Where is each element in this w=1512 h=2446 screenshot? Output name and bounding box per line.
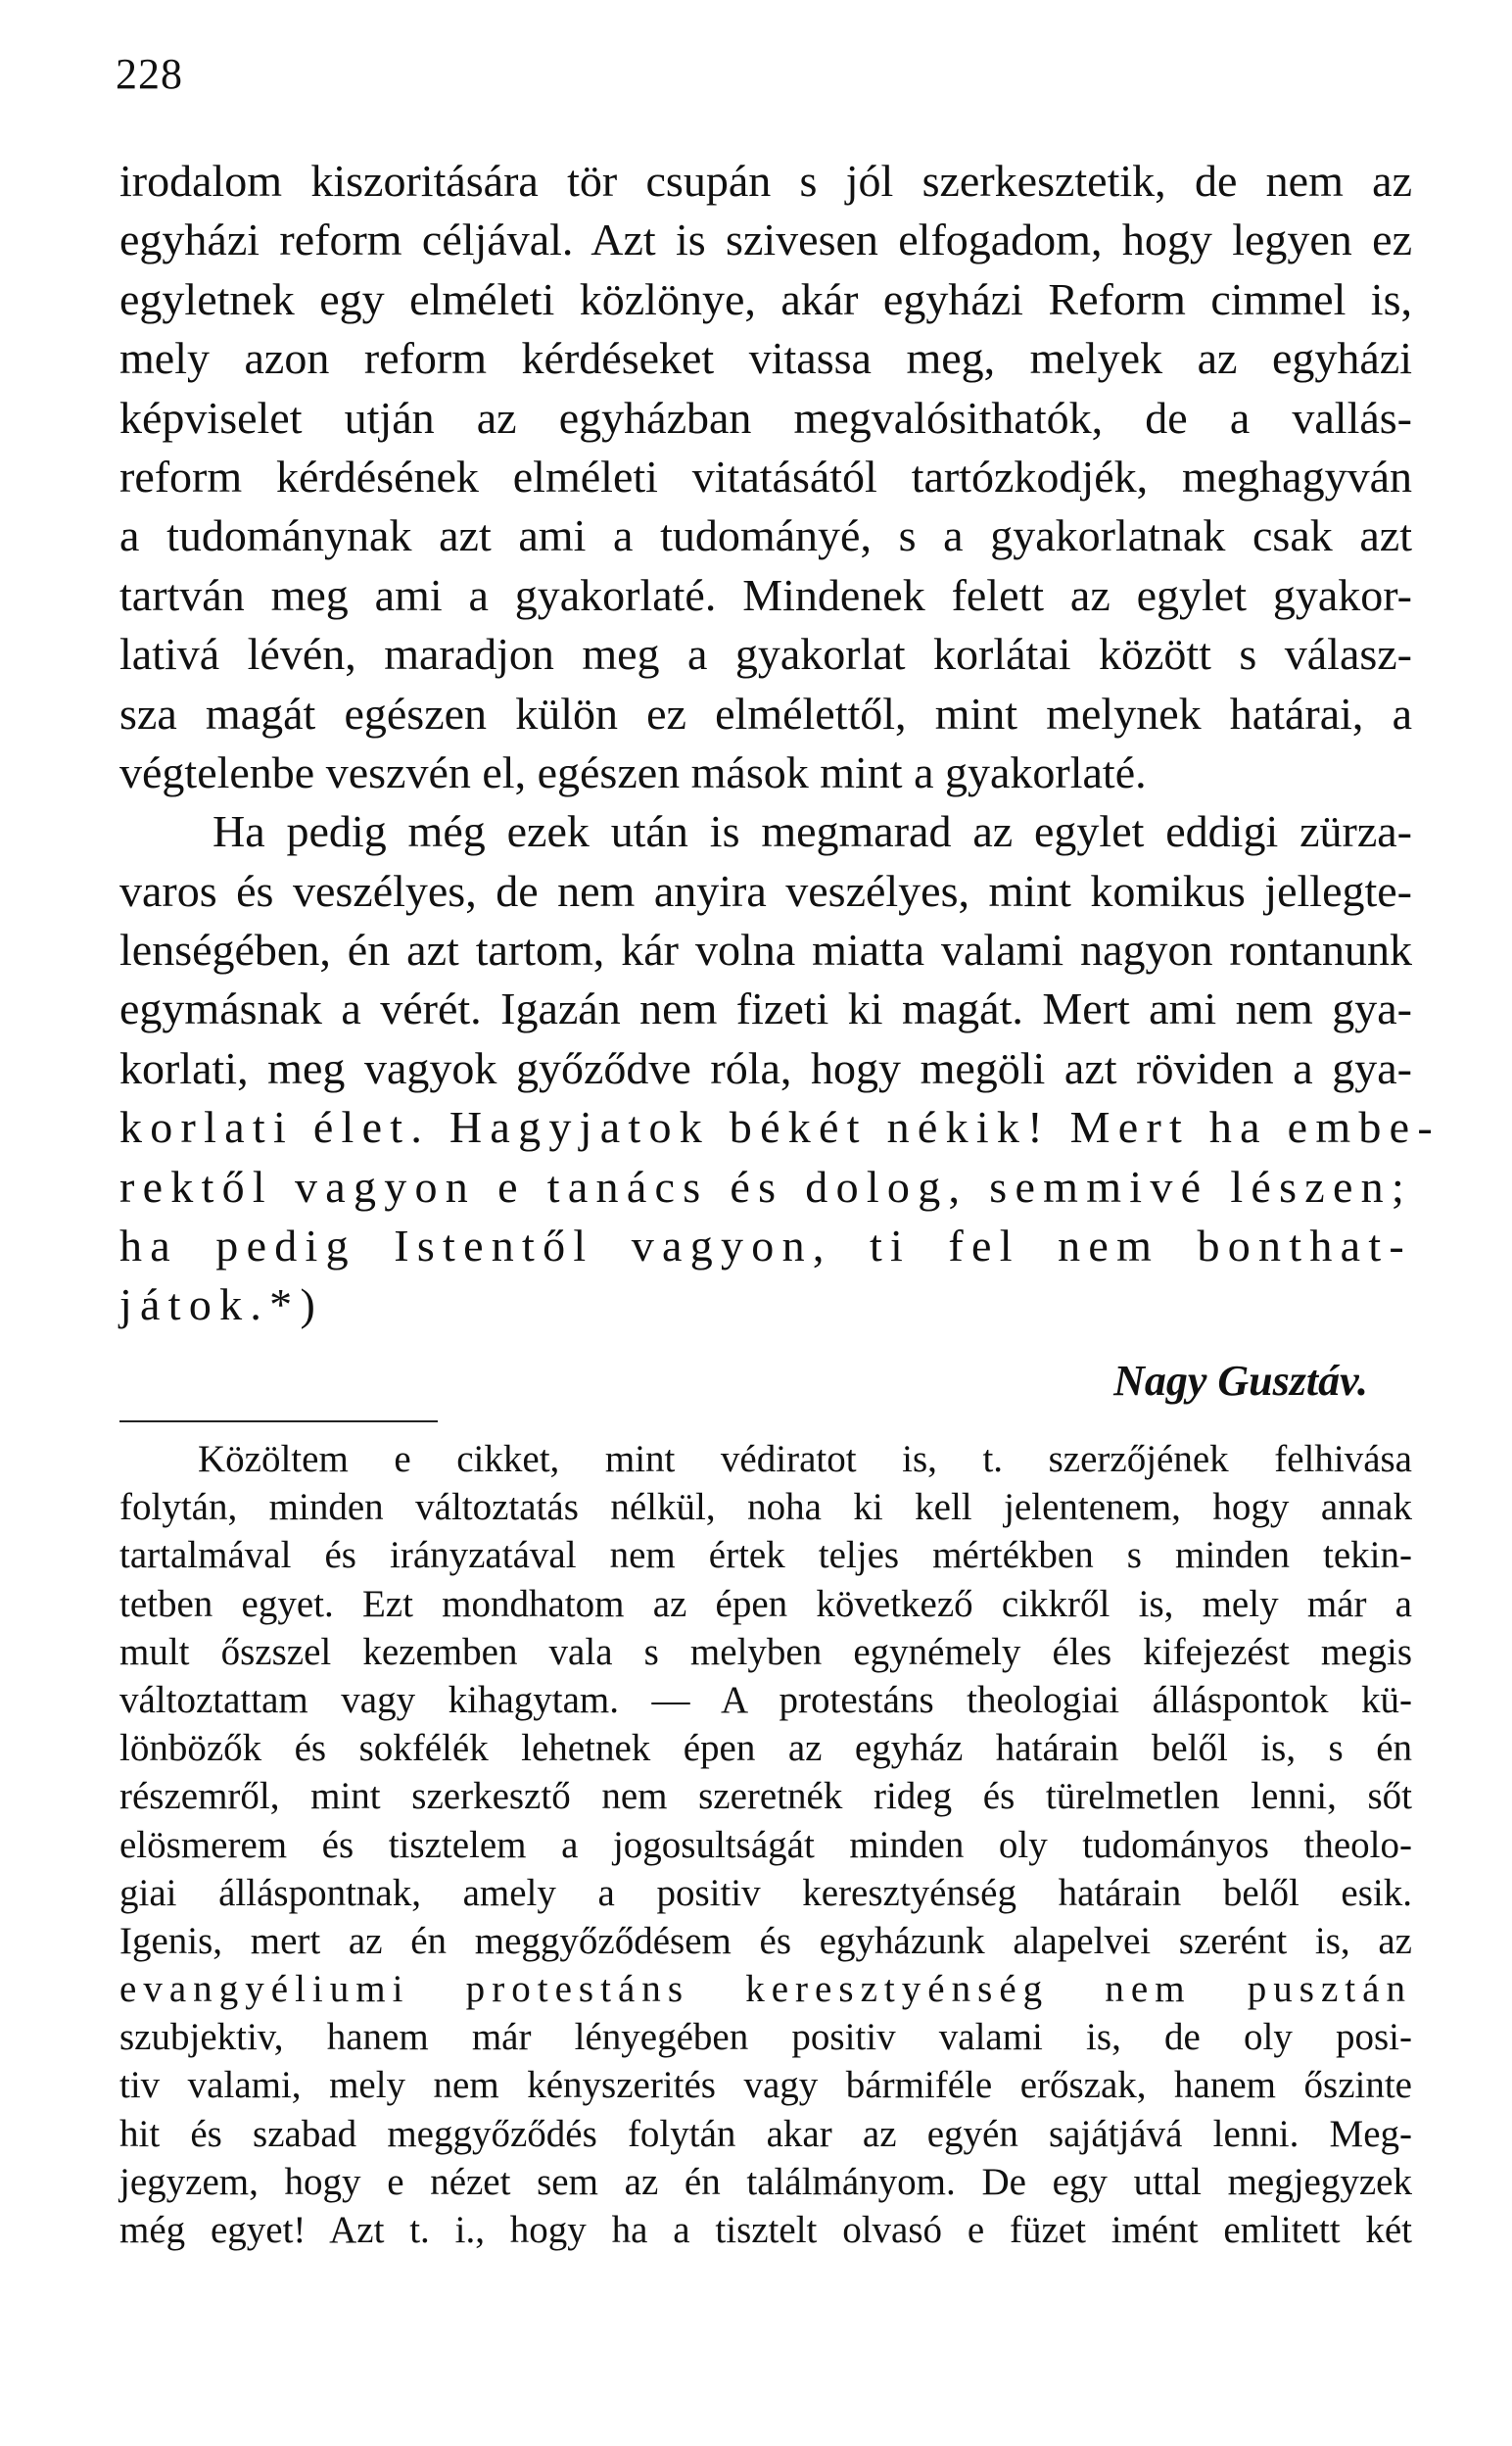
body-line-spaced: korlati élet. Hagyjatok békét nékik! Mert ha embe- bbox=[119, 1102, 1441, 1153]
body-line-spaced: rektől vagyon e tanács és dolog, semmivé lészen; bbox=[119, 1161, 1412, 1212]
footnote-line: hit és szabad meggyőződés folytán akar az egyén sajátjává lenni. Meg- bbox=[119, 2112, 1412, 2155]
body-line: varos és veszélyes, de nem anyira veszélyes, mint komikus jellegte- bbox=[119, 865, 1412, 916]
body-line: Ha pedig még ezek után is megmarad az egylet eddigi zürza- bbox=[213, 806, 1412, 857]
body-line: egymásnak a vérét. Igazán nem fizeti ki magát. Mert ami nem gya- bbox=[119, 983, 1412, 1034]
footnote-line: tiv valami, mely nem kényszerités vagy bármiféle erőszak, hanem őszinte bbox=[119, 2064, 1412, 2107]
footnote-line: változtattam vagy kihagytam. — A protestáns theologiai álláspontok kü- bbox=[119, 1678, 1412, 1721]
footnote-divider bbox=[119, 1420, 438, 1422]
footnote-line: Közöltem e cikket, mint védiratot is, t. szerzőjének felhivása bbox=[198, 1438, 1412, 1480]
body-line: reform kérdésének elméleti vitatásától tartózkodjék, meghagyván bbox=[119, 451, 1412, 502]
page-number: 228 bbox=[116, 50, 183, 98]
body-line: egyletnek egy elméleti közlönye, akár egyházi Reform cimmel is, bbox=[119, 273, 1412, 324]
body-line-spaced: ha pedig Istentől vagyon, ti fel nem bonthat- bbox=[119, 1221, 1412, 1271]
footnote-line: szubjektiv, hanem már lényegében positiv valami is, de oly posi- bbox=[119, 2016, 1412, 2059]
body-line-spaced: játok.*) bbox=[119, 1279, 324, 1330]
signature-row bbox=[119, 1352, 1412, 1411]
footnote-line: elösmerem és tisztelem a jogosultságát minden oly tudományos theolo- bbox=[119, 1823, 1412, 1866]
footnote-text bbox=[119, 1435, 1412, 2254]
body-line: végtelenbe veszvén el, egészen mások mint a gyakorlaté. bbox=[119, 746, 1147, 797]
footnote-line: tetben egyet. Ezt mondhatom az épen következő cikkről is, mely már a bbox=[119, 1582, 1412, 1625]
footnote-line: folytán, minden változtatás nélkül, noha ki kell jelentenem, hogy annak bbox=[119, 1486, 1412, 1529]
footnote-line-spaced: evangyéliumi protestáns keresztyénség nem pusztán bbox=[119, 1968, 1412, 2011]
body-line: egyházi reform céljával. Azt is szivesen elfogadom, hogy legyen ez bbox=[119, 215, 1412, 265]
footnote-line: giai álláspontnak, amely a positiv keresztyénség határain belől esik. bbox=[119, 1871, 1412, 1914]
body-line: lenségében, én azt tartom, kár volna miatta valami nagyon rontanunk bbox=[119, 925, 1412, 976]
body-line: lativá lévén, maradjon meg a gyakorlat korlátai között s válasz- bbox=[119, 629, 1412, 680]
footnote-line: Igenis, mert az én meggyőződésem és egyházunk alapelvei szerént is, az bbox=[119, 1919, 1412, 1962]
body-line: mely azon reform kérdéseket vitassa meg, melyek az egyházi bbox=[119, 333, 1412, 384]
footnote-line: lönbözők és sokfélék lehetnek épen az egyház határain belől is, s én bbox=[119, 1727, 1412, 1770]
footnote-line: mult őszszel kezemben vala s melyben egynémely éles kifejezést megis bbox=[119, 1630, 1412, 1673]
body-line: irodalom kiszoritására tör csupán s jól szerkesztetik, de nem az bbox=[119, 156, 1412, 206]
body-line: képviselet utján az egyházban megvalósithatók, de a vallás- bbox=[119, 392, 1412, 443]
body-line: a tudománynak azt ami a tudományé, s a gyakorlatnak csak azt bbox=[119, 510, 1412, 561]
footnote-line: részemről, mint szerkesztő nem szeretnék rideg és türelmetlen lenni, sőt bbox=[119, 1775, 1412, 1818]
author-signature: Nagy Gusztáv. bbox=[1113, 1357, 1368, 1405]
body-line: sza magát egészen külön ez elmélettől, mint melynek határai, a bbox=[119, 688, 1412, 739]
body-line: korlati, meg vagyok győződve róla, hogy megöli azt röviden a gya- bbox=[119, 1042, 1412, 1093]
main-text bbox=[119, 152, 1441, 1335]
footnote-line: jegyzem, hogy e nézet sem az én találmányom. De egy uttal megjegyzek bbox=[119, 2160, 1412, 2203]
footnote-line: tartalmával és irányzatával nem értek teljes mértékben s minden tekin- bbox=[119, 1534, 1412, 1577]
body-line: tartván meg ami a gyakorlaté. Mindenek felett az egylet gyakor- bbox=[119, 569, 1412, 620]
footnote-line: még egyet! Azt t. i., hogy ha a tisztelt olvasó e füzet imént emlitett két bbox=[119, 2209, 1412, 2251]
